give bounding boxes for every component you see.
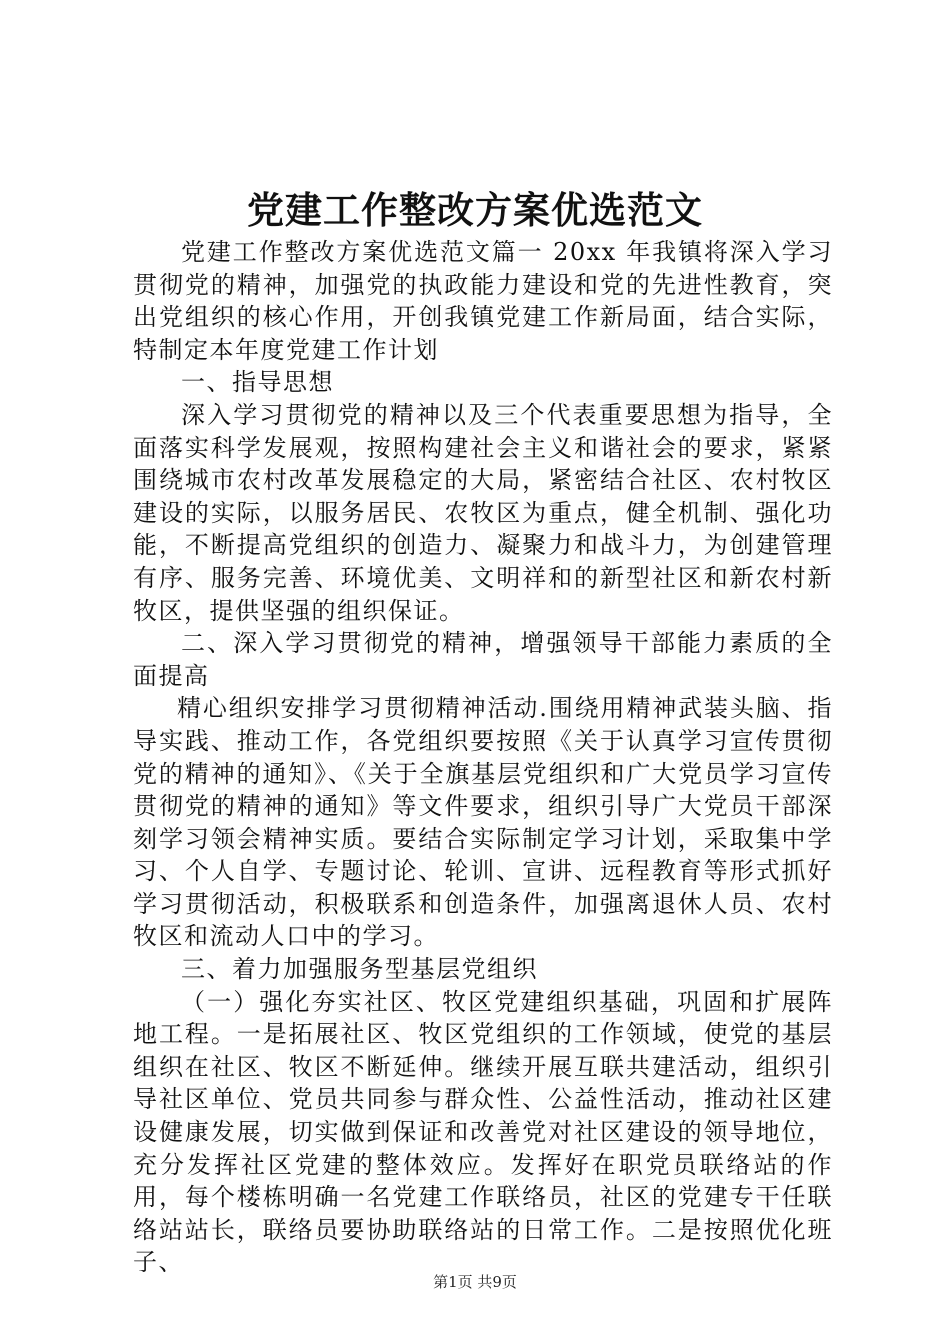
document-body [133,236,833,1279]
paragraph-study-improve: 精心组织安排学习贯彻精神活动.围绕用精神武装头脑、指导实践、推动工作，各党组织要按照《关于认真学习宣传贯彻党的精神的通知》、《关于全旗基层党组织和广大党员学习宣传贯彻党的精神的通知》等文件要求，组织引导广大党员干部深刻学习领会精神实质。要结合实际制定学习计划，采取集中学习、个人自学、专题讨论、轮训、宣讲、远程教育等形式抓好学习贯彻活动，积极联系和创造条件，加强离退休人员、农村牧区和流动人口中的学习。 [133,694,833,951]
page-number-footer: 第1页 共9页 [433,1273,517,1291]
paragraph-service-party-org: （一）强化夯实社区、牧区党建组织基础，巩固和扩展阵地工程。一是拓展社区、牧区党组织的工作领域，使党的基层组织在社区、牧区不断延伸。继续开展互联共建活动，组织引导社区单位、党员共同参与群众性、公益性活动，推动社区建设健康发展，切实做到保证和改善党对社区建设的领导地位，充分发挥社区党建的整体效应。发挥好在职党员联络站的作用，每个楼栋明确一名党建工作联络员，社区的党建专干任联络站站长，联络员要协助联络站的日常工作。二是按照优化班子、 [133,987,833,1277]
heading-study-improve: 二、深入学习贯彻党的精神，增强领导干部能力素质的全面提高 [133,629,833,690]
heading-service-party-org: 三、着力加强服务型基层党组织 [181,955,538,984]
document-title: 党建工作整改方案优选范文 [247,188,703,232]
paragraph-guiding-thought: 深入学习贯彻党的精神以及三个代表重要思想为指导，全面落实科学发展观，按照构建社会主义和谐社会的要求，紧紧围绕城市农村改革发展稳定的大局，紧密结合社区、农村牧区建设的实际，以服务居民、农牧区为重点，健全机制、强化功能，不断提高党组织的创造力、凝聚力和战斗力，为创建管理有序、服务完善、环境优美、文明祥和的新型社区和新农村新牧区，提供坚强的组织保证。 [133,400,833,625]
paragraph-intro: 党建工作整改方案优选范文篇一 20xx 年我镇将深入学习贯彻党的精神，加强党的执政能力建设和党的先进性教育，突出党组织的核心作用，开创我镇党建工作新局面，结合实际，特制定本年度党建工作计划 [133,238,833,364]
heading-guiding-thought: 一、指导思想 [181,368,334,397]
